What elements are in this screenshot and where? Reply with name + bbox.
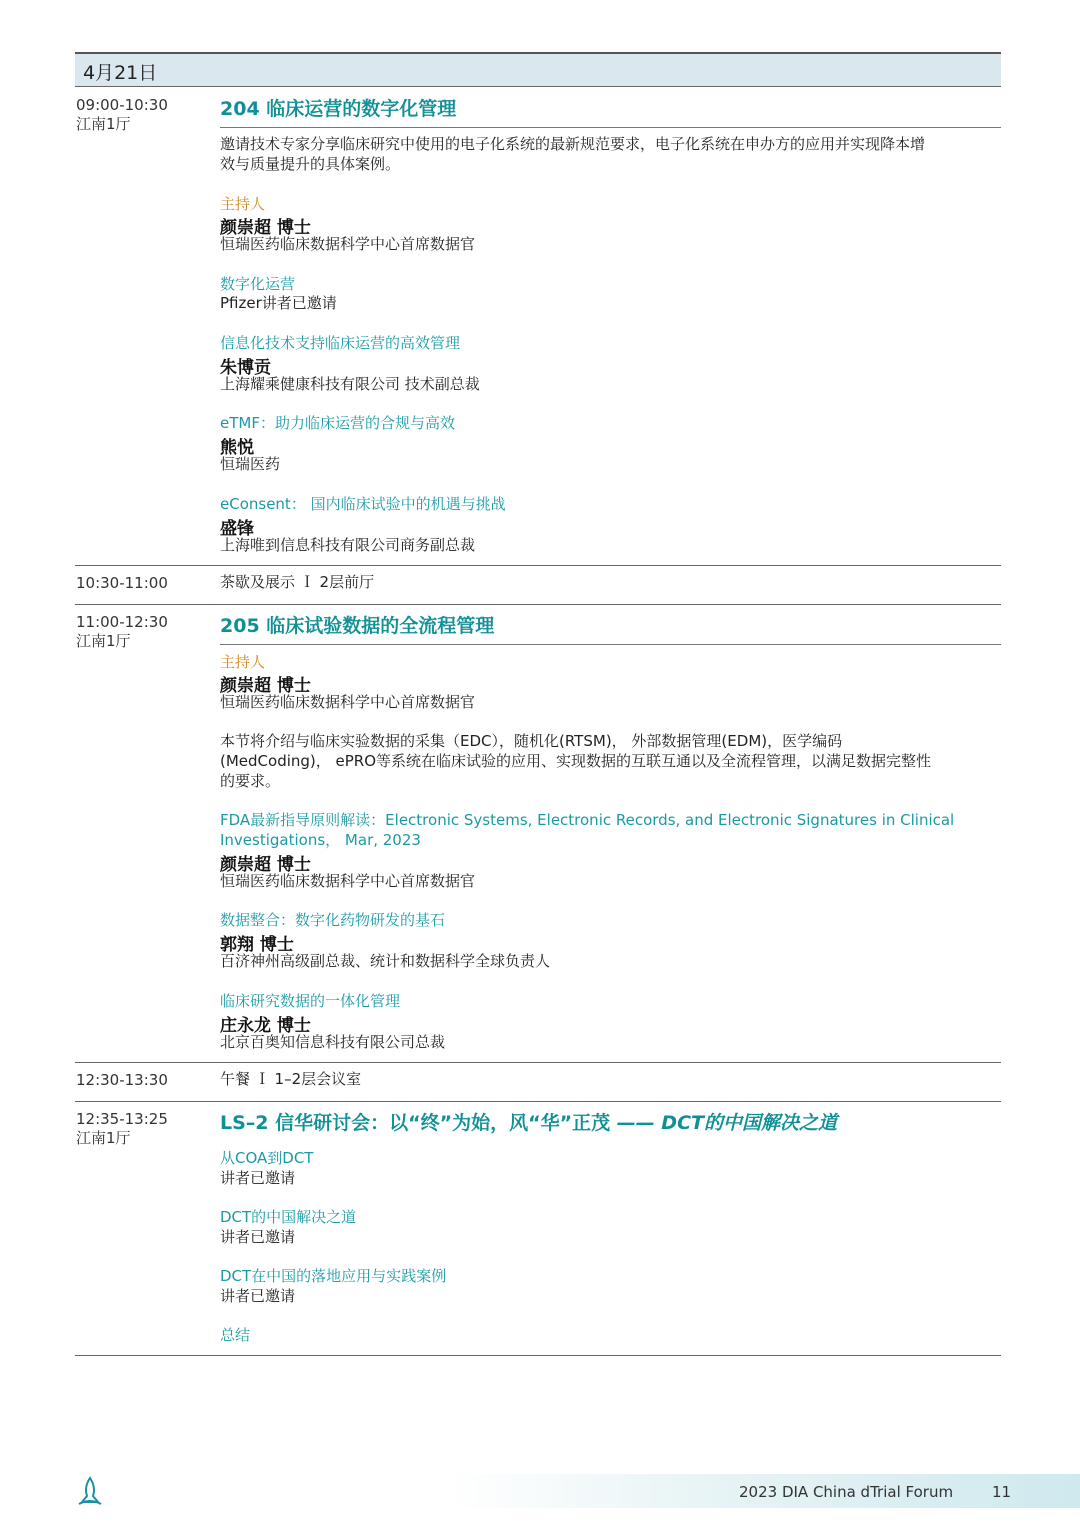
talk-org: 讲者已邀请 (220, 1169, 296, 1187)
date-label: 4月21日 (83, 62, 158, 84)
section-divider (75, 565, 1001, 566)
dia-logo-icon (76, 1476, 104, 1506)
speaker-name: 朱博贡 (220, 358, 271, 378)
session-title-204: 204 临床运营的数字化管理 (220, 98, 457, 120)
talk-title: DCT的中国解决之道 (220, 1208, 357, 1226)
speaker-name: 颜崇超 博士 (220, 855, 311, 875)
talk-title: 临床研究数据的一体化管理 (220, 992, 401, 1010)
break-info: 茶歇及展示 Ｉ 2层前厅 (220, 573, 375, 591)
time-range: 12:35-13:25 (76, 1110, 168, 1128)
lunch-info: 午餐 Ｉ 1–2层会议室 (220, 1070, 362, 1088)
speaker-org: 北京百奥知信息科技有限公司总裁 (220, 1033, 446, 1051)
slot-time-lunch: 12:30-13:30 (76, 1071, 168, 1089)
talk-title: eTMF：助力临床运营的合规与高效 (220, 414, 455, 432)
talk-title: 数据整合：数字化药物研发的基石 (220, 911, 446, 929)
room-label: 江南1厅 (76, 632, 131, 650)
talk-title: 总结 (220, 1326, 251, 1344)
speaker-org: 恒瑞医药临床数据科学中心首席数据官 (220, 872, 476, 890)
time-range: 11:00-12:30 (76, 613, 168, 631)
host-name: 颜崇超 博士 (220, 676, 311, 696)
talk-org: 讲者已邀请 (220, 1228, 296, 1246)
page-number: 11 (992, 1483, 1012, 1501)
host-label: 主持人 (220, 195, 266, 213)
host-org: 恒瑞医药临床数据科学中心首席数据官 (220, 693, 476, 711)
title-divider (220, 127, 1001, 128)
host-name: 颜崇超 博士 (220, 218, 311, 238)
talk-title: 信息化技术支持临床运营的高效管理 (220, 334, 461, 352)
title-divider (220, 644, 1001, 645)
session-title-ls2 (220, 1108, 837, 1135)
speaker-org: 上海唯到信息科技有限公司商务副总裁 (220, 536, 476, 554)
talk-title: 数字化运营 (220, 275, 296, 293)
section-divider (75, 1355, 1001, 1356)
speaker-name: 熊悦 (220, 438, 254, 458)
speaker-org: 百济神州高级副总裁、统计和数据科学全球负责人 (220, 952, 551, 970)
section-divider (75, 1101, 1001, 1102)
talk-title: 从COA到DCT (220, 1149, 314, 1167)
time-range: 09:00-10:30 (76, 96, 168, 114)
speaker-org: 恒瑞医药 (220, 455, 281, 473)
session-description-205: 本节将介绍与临床实验数据的采集（EDC），随机化(RTSM)， 外部数据管理(EDM)，医学编码 (MedCoding)， ePRO等系统在临床试验的应用、实现数据的互联互通以及全流程管理，以满足数据完整性 的要求。 (220, 732, 932, 790)
section-divider (75, 604, 1001, 605)
host-org: 恒瑞医药临床数据科学中心首席数据官 (220, 235, 476, 253)
talk-org: 讲者已邀请 (220, 1287, 296, 1305)
slot-time-break: 10:30-11:00 (76, 574, 168, 592)
title-main: LS–2 信华研讨会：以“终”为始，风“华”正茂 (220, 1112, 611, 1134)
session-title-205: 205 临床试验数据的全流程管理 (220, 615, 495, 637)
speaker-org: 上海耀乘健康科技有限公司 技术副总裁 (220, 375, 480, 393)
talk-title: FDA最新指导原则解读：Electronic Systems, Electronic Records, and Electronic Signatures in Clinical Investigations， Mar, 2023 (220, 811, 955, 849)
speaker-name: 盛锋 (220, 519, 254, 539)
talk-org: Pfizer讲者已邀请 (220, 294, 337, 312)
slot-time-204 (76, 96, 168, 134)
footer-forum-title: 2023 DIA China dTrial Forum (739, 1483, 954, 1501)
talk-title: DCT在中国的落地应用与实践案例 (220, 1267, 447, 1285)
room-label: 江南1厅 (76, 1129, 131, 1147)
slot-time-205 (76, 613, 168, 651)
host-label: 主持人 (220, 653, 266, 671)
talk-title: eConsent： 国内临床试验中的机遇与挑战 (220, 495, 506, 513)
slot-time-ls2 (76, 1110, 168, 1148)
room-label: 江南1厅 (76, 115, 131, 133)
speaker-name: 郭翔 博士 (220, 935, 294, 955)
section-divider (75, 1062, 1001, 1063)
speaker-name: 庄永龙 博士 (220, 1016, 311, 1036)
title-italic: —— DCT的中国解决之道 (610, 1112, 837, 1134)
session-description-204: 邀请技术专家分享临床研究中使用的电子化系统的最新规范要求，电子化系统在申办方的应用并实现降本增 效与质量提升的具体案例。 (220, 135, 926, 173)
date-header (75, 52, 1001, 87)
